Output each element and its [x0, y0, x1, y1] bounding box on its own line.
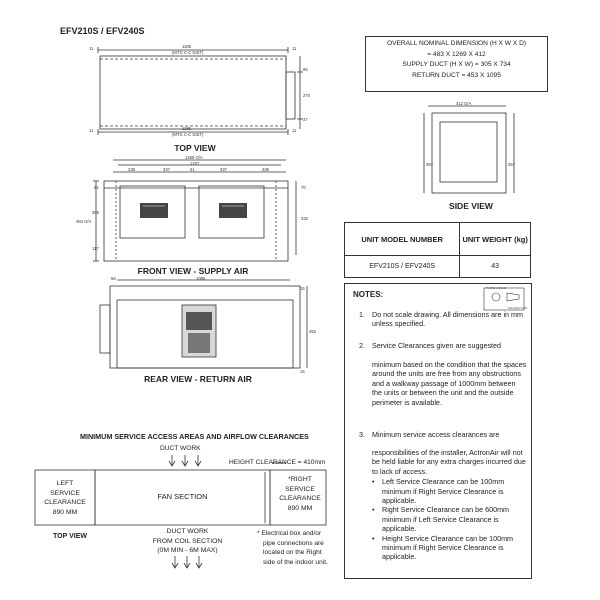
- top-view-label: TOP VIEW: [174, 143, 216, 153]
- top-dim-right-bottom: 11: [292, 128, 297, 133]
- top-dim-right-top: 11: [292, 46, 297, 51]
- note-bullet: • Right Service Clearance can be 600mm minimum if Left Service Clearance is applicable.: [372, 505, 527, 533]
- rear-dim-right-top: 15: [300, 286, 305, 291]
- front-dim-right-b: 332: [301, 216, 308, 221]
- header-unit-weight: UNIT WEIGHT (kg): [460, 223, 531, 256]
- electrical-note: * Electrical box and/or pipe connections are located on the Right side of the indoor unit.: [257, 530, 328, 566]
- height-clearance-label: HEIGHT CLEARANCE = 410mm: [229, 459, 326, 466]
- rear-fan-assembly-icon: [182, 305, 216, 357]
- unit-weight-table: [344, 222, 531, 278]
- top-dim-side-1: 65: [303, 67, 308, 72]
- service-top-view-label: TOP VIEW: [53, 533, 87, 540]
- airflow-down-bottom-arrow-icon: [172, 556, 202, 568]
- front-dim-row-3: 337: [220, 167, 227, 172]
- front-dim-row-2: 61: [190, 167, 195, 172]
- front-view-label: FRONT VIEW - SUPPLY AIR: [137, 266, 249, 276]
- front-dim-left-b: 305: [92, 210, 99, 215]
- duct-work-bottom-label: DUCT WORK FROM COIL SECTION (0M MIN - 6M MAX): [152, 528, 223, 554]
- side-dim-right: 357: [508, 162, 515, 167]
- rear-dim-right-bottom: 15: [300, 369, 305, 374]
- rear-dim-right-mid: 453: [309, 329, 316, 334]
- side-dim-left: 357: [426, 162, 433, 167]
- note-1: 1. Do not scale drawing. All dimensions are in mm unless specified.: [359, 310, 524, 329]
- rear-view-label: REAR VIEW - RETURN AIR: [144, 374, 252, 384]
- top-dim-top-sub: (MTG C-C DIST): [172, 50, 204, 55]
- note-2: 2. Service Clearances given are suggested: [359, 341, 502, 350]
- dimension-line-4: RETURN DUCT = 453 X 1095: [412, 71, 501, 79]
- nominal-dimension-box: [365, 36, 548, 92]
- dimension-line-1: OVERALL NOMINAL DIMENSION (H X W X D): [386, 40, 527, 47]
- rear-dim-left: 56: [111, 276, 116, 281]
- top-dim-top: 1185: [182, 44, 192, 49]
- note-3-continued: responsibilities of the installer, ActronAir will not be held liable for any extra charges incurred due to lack of access. • Left Service Clearance can be 100mm minimum if Right Service Clearance is applicable. • Right Service Clearance can be 600mm minimum if Left Service Clearance is applicable. • Height Service Clearance can be 100mm minimum if Right Service Clearance is applicable.: [359, 448, 527, 562]
- side-view-drawing: [424, 106, 514, 193]
- front-view-drawing: [93, 160, 296, 261]
- supply-fan-left-icon: [140, 203, 168, 218]
- fan-section-label: FAN SECTION: [157, 492, 208, 501]
- rear-dim-top: 1095: [196, 276, 206, 281]
- front-dim-row-0: 236: [128, 167, 135, 172]
- note-bullet: • Left Service Clearance can be 100mm minimum if Right Service Clearance is applicable.: [372, 477, 527, 505]
- cell-model: EFV210S / EFV240S: [345, 256, 460, 278]
- left-clearance-label: LEFT SERVICE CLEARANCE 890 MM: [44, 480, 86, 516]
- projection-label-1: THIRD ANGLE: [486, 286, 507, 290]
- front-dim-row-1: 337: [163, 167, 170, 172]
- side-dim-top: 412 O/A: [456, 101, 472, 106]
- front-dim-overall: 1269 O/A: [185, 155, 203, 160]
- front-dim-row-4: 236: [262, 167, 269, 172]
- top-dim-left-bottom: 11: [89, 128, 94, 133]
- model-title: EFV210S / EFV240S: [60, 26, 145, 36]
- top-dim-bottom: 1185: [182, 126, 192, 131]
- notes-title: NOTES:: [353, 290, 384, 299]
- top-dim-side-3: 37: [303, 117, 308, 122]
- dimension-line-2: = 483 X 1269 X 412: [427, 50, 486, 58]
- service-diagram-title: MINIMUM SERVICE ACCESS AREAS AND AIRFLOW CLEARANCES: [80, 432, 309, 441]
- top-dim-left-top: 11: [89, 46, 94, 51]
- front-dim-inner: 1207: [190, 161, 200, 166]
- supply-fan-right-icon: [219, 203, 247, 218]
- airflow-down-arrow-icon: [169, 455, 201, 466]
- note-bullet: • Height Service Clearance can be 100mm minimum if Right Service Clearance is applicable.: [372, 534, 527, 562]
- front-dim-left-a: 61: [94, 185, 99, 190]
- cell-weight: 43: [460, 256, 531, 278]
- front-dim-left-c: 117: [92, 246, 99, 251]
- notes-box: [344, 283, 532, 579]
- top-view-drawing: [98, 47, 303, 135]
- projection-label-2: PROJECTION: [508, 306, 528, 310]
- duct-work-top-label: DUCT WORK: [160, 445, 201, 452]
- table-row: [345, 256, 531, 278]
- right-clearance-label: *RIGHT SERVICE CLEARANCE 890 MM: [279, 476, 321, 512]
- table-header-row: [345, 223, 531, 256]
- header-model-number: UNIT MODEL NUMBER: [345, 223, 460, 256]
- dimension-line-3: SUPPLY DUCT (H X W) = 305 X 734: [402, 61, 511, 68]
- top-dim-bottom-sub: (MTG C-C DIST): [172, 132, 204, 137]
- front-dim-left-oa: 483 O/A: [76, 219, 92, 224]
- supply-fans: [140, 203, 247, 218]
- top-dim-side-2: 270: [303, 93, 310, 98]
- note-2-continued: minimum based on the condition that the spaces around the units are free from any obstructions and a walkway passage of 1000mm between the units or between the unit and the outside perimeter is available.: [372, 360, 527, 407]
- note-3: 3. Minimum service access clearances are: [359, 430, 500, 439]
- front-dim-right-a: 70: [301, 185, 306, 190]
- side-view-label: SIDE VIEW: [449, 201, 493, 211]
